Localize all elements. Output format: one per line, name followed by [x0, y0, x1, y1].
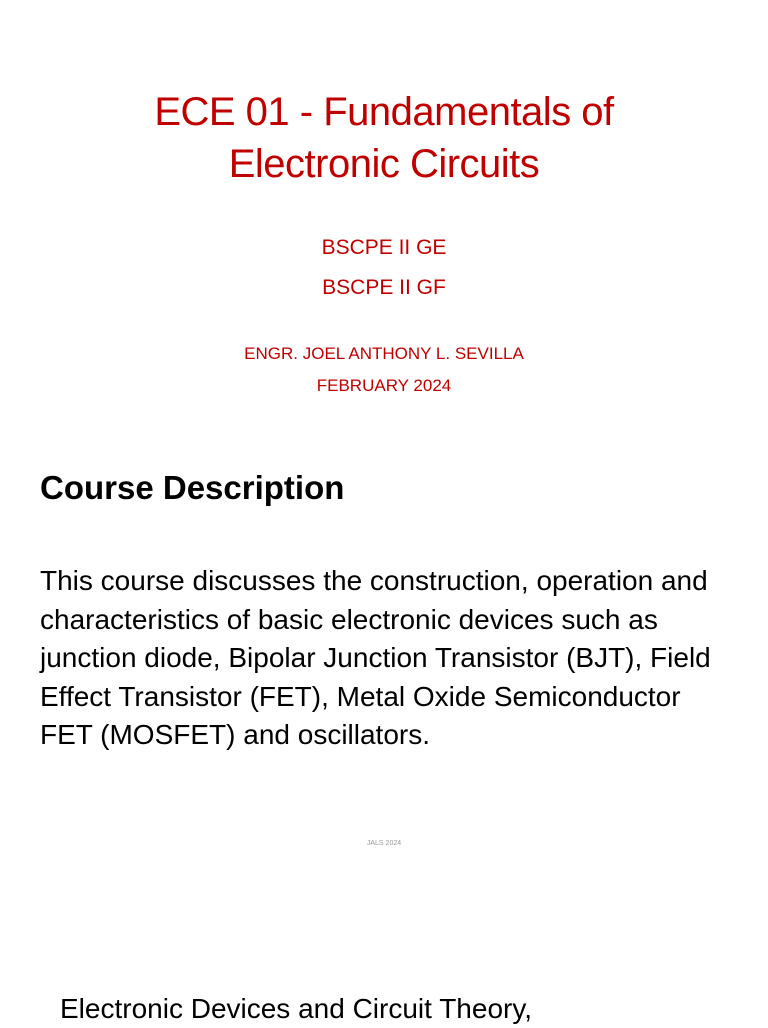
slide-title — [0, 86, 768, 190]
author-block — [0, 338, 768, 402]
reference-text: Electronic Devices and Circuit Theory, — [60, 993, 533, 1024]
presentation-date: FEBRUARY 2024 — [316, 376, 452, 395]
slide-footer: JALS 2024 — [366, 840, 402, 847]
class-sections — [0, 228, 768, 308]
section-ge: BSCPE II GE — [321, 236, 447, 259]
course-description-body: This course discusses the construction, operation and characteristics of basic electronic devices such as junction diode, Bipolar Junction Transistor (BJT), Field Effect Transistor (FET), Metal Oxide Semiconductor FET (MOSFET) and oscillators. — [40, 565, 711, 750]
title-slide — [0, 0, 768, 432]
course-description-slide — [0, 432, 768, 864]
course-description-heading: Course Description — [40, 469, 345, 506]
author-name: ENGR. JOEL ANTHONY L. SEVILLA — [244, 344, 524, 363]
title-line-1: ECE 01 - Fundamentals of — [154, 90, 614, 134]
section-gf: BSCPE II GF — [322, 276, 446, 299]
references-slide — [0, 864, 768, 1024]
title-line-2: Electronic Circuits — [228, 142, 540, 186]
